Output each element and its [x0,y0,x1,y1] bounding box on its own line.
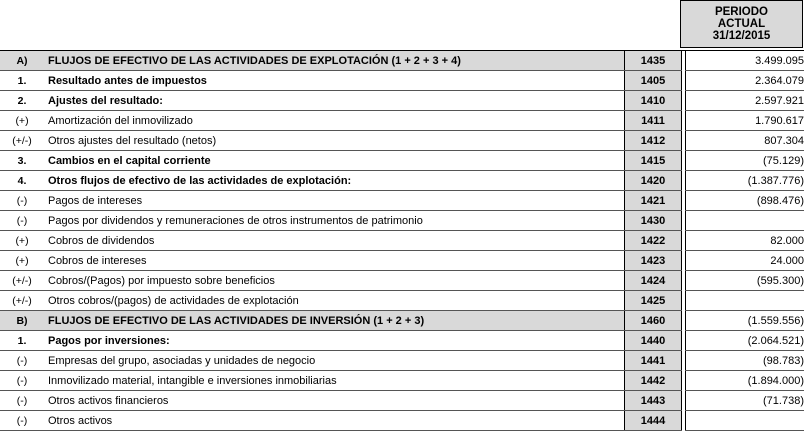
row-value: (1.894.000) [686,371,804,391]
row-sign: (-) [0,191,44,211]
table-row [0,351,804,371]
row-label: Cobros/(Pagos) por impuesto sobre beneficios [44,271,625,291]
period-header-line1: PERIODO [681,6,802,18]
row-code: 1440 [625,331,682,351]
row-sign: 1. [0,71,44,91]
row-code: 1425 [625,291,682,311]
row-sign: (-) [0,391,44,411]
row-label: Pagos de intereses [44,191,625,211]
table-row [0,371,804,391]
row-label: Otros ajustes del resultado (netos) [44,131,625,151]
table-row [0,51,804,71]
table-row [0,411,804,431]
row-code: 1444 [625,411,682,431]
table-row [0,191,804,211]
table-row [0,331,804,351]
row-label: Otros cobros/(pagos) de actividades de explotación [44,291,625,311]
row-code: 1405 [625,71,682,91]
period-header-date: 31/12/2015 [681,30,802,42]
row-value: (1.387.776) [686,171,804,191]
row-sign: B) [0,311,44,331]
table-row [0,231,804,251]
row-value: 3.499.095 [686,51,804,71]
row-value: 807.304 [686,131,804,151]
row-code: 1411 [625,111,682,131]
period-header-line2: ACTUAL [681,18,802,30]
row-value: (98.783) [686,351,804,371]
row-code: 1430 [625,211,682,231]
row-sign: 4. [0,171,44,191]
row-label: Otros activos financieros [44,391,625,411]
row-value: 2.597.921 [686,91,804,111]
row-code: 1424 [625,271,682,291]
row-label: Pagos por dividendos y remuneraciones de otros instrumentos de patrimonio [44,211,625,231]
row-sign: (-) [0,411,44,431]
row-sign: (+) [0,231,44,251]
table-row [0,251,804,271]
table-row [0,131,804,151]
table-row [0,391,804,411]
row-code: 1420 [625,171,682,191]
row-code: 1422 [625,231,682,251]
row-value: 1.790.617 [686,111,804,131]
row-value: (71.738) [686,391,804,411]
table-row [0,211,804,231]
row-code: 1410 [625,91,682,111]
row-value: (1.559.556) [686,311,804,331]
row-value: 24.000 [686,251,804,271]
row-sign: 3. [0,151,44,171]
row-label: FLUJOS DE EFECTIVO DE LAS ACTIVIDADES DE INVERSIÓN (1 + 2 + 3) [44,311,625,331]
row-sign: (+) [0,111,44,131]
row-value [686,211,804,231]
row-label: Amortización del inmovilizado [44,111,625,131]
table-row [0,151,804,171]
row-label: Inmovilizado material, intangible e inversiones inmobiliarias [44,371,625,391]
row-label: FLUJOS DE EFECTIVO DE LAS ACTIVIDADES DE EXPLOTACIÓN (1 + 2 + 3 + 4) [44,51,625,71]
row-code: 1460 [625,311,682,331]
row-label: Otros activos [44,411,625,431]
row-code: 1441 [625,351,682,371]
table-row [0,111,804,131]
row-value: 2.364.079 [686,71,804,91]
row-code: 1415 [625,151,682,171]
table-row [0,171,804,191]
row-label: Empresas del grupo, asociadas y unidades de negocio [44,351,625,371]
row-value: (75.129) [686,151,804,171]
row-sign: (+) [0,251,44,271]
row-label: Pagos por inversiones: [44,331,625,351]
row-value: 82.000 [686,231,804,251]
row-label: Cambios en el capital corriente [44,151,625,171]
table-row [0,271,804,291]
table-row [0,291,804,311]
row-value: (2.064.521) [686,331,804,351]
row-sign: 1. [0,331,44,351]
table-row [0,311,804,331]
row-sign: (-) [0,351,44,371]
row-sign: (-) [0,211,44,231]
row-label: Cobros de intereses [44,251,625,271]
period-header [680,0,803,48]
row-code: 1442 [625,371,682,391]
row-sign: 2. [0,91,44,111]
row-value: (595.300) [686,271,804,291]
row-code: 1421 [625,191,682,211]
row-code: 1443 [625,391,682,411]
row-code: 1423 [625,251,682,271]
row-sign: (-) [0,371,44,391]
row-code: 1435 [625,51,682,71]
row-label: Cobros de dividendos [44,231,625,251]
row-label: Resultado antes de impuestos [44,71,625,91]
row-code: 1412 [625,131,682,151]
row-sign: (+/-) [0,131,44,151]
row-value [686,291,804,311]
row-label: Otros flujos de efectivo de las actividades de explotación: [44,171,625,191]
row-value [686,411,804,431]
row-sign: (+/-) [0,291,44,311]
table-row [0,91,804,111]
row-sign: A) [0,51,44,71]
row-sign: (+/-) [0,271,44,291]
row-label: Ajustes del resultado: [44,91,625,111]
row-value: (898.476) [686,191,804,211]
cash-flow-table [0,51,804,431]
table-row [0,71,804,91]
